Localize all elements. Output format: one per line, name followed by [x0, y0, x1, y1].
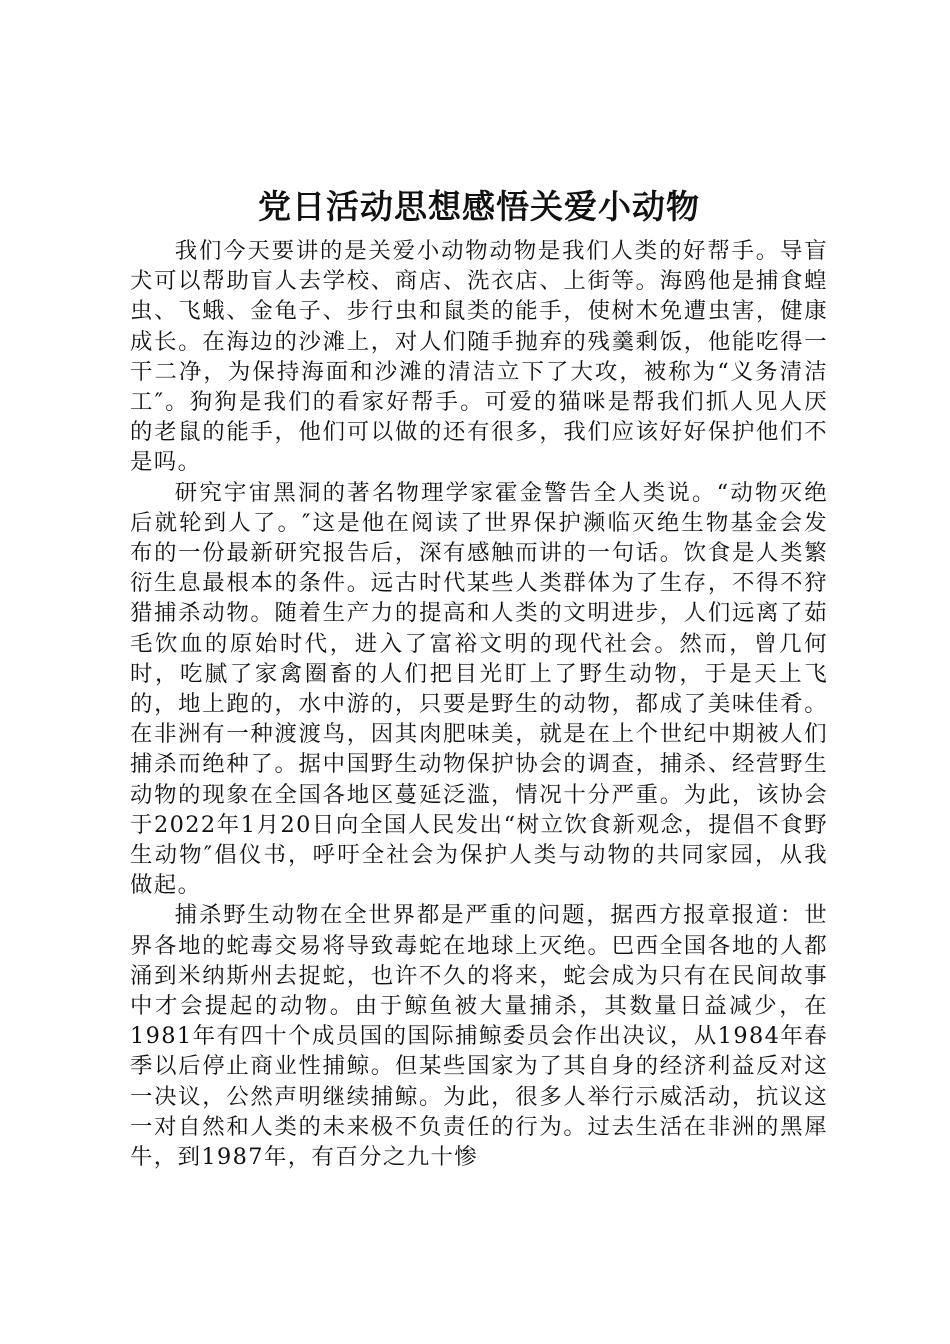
- document-title: 党日活动思想感悟关爱小动物: [258, 187, 700, 226]
- paragraph-1: 我们今天要讲的是关爱小动物动物是我们人类的好帮手。导盲犬可以帮助盲人去学校、商店、洗衣店、上街等。海鸥他是捕食蝗虫、飞蛾、金龟子、步行虫和鼠类的能手，使树木免遭虫害，健康成长。在海边的沙滩上，对人们随手抛弃的残羹剩饭，他能吃得一干二净，为保持海面和沙滩的清洁立下了大攻，被称为“义务清洁工″。狗狗是我们的看家好帮手。可爱的猫咪是帮我们抓人见人厌的老鼠的能手，他们可以做的还有很多，我们应该好好保护他们不是吗。: [130, 238, 828, 476]
- paragraph-2: 研究宇宙黑洞的著名物理学家霍金警告全人类说。“动物灭绝后就轮到人了。″这是他在阅读了世界保护濒临灭绝生物基金会发布的一份最新研究报告后，深有感触而讲的一句话。饮食是人类繁衍生息最根本的条件。远古时代某些人类群体为了生存，不得不狩猎捕杀动物。随着生产力的提高和人类的文明进步，人们远离了茹毛饮血的原始时代，进入了富裕文明的现代社会。然而，曾几何时，吃腻了家禽圈畜的人们把目光盯上了野生动物，于是天上飞的，地上跑的，水中游的，只要是野生的动物，都成了美味佳肴。在非洲有一种渡渡鸟，因其肉肥味美，就是在上个世纪中期被人们捕杀而绝种了。据中国野生动物保护协会的调查，捕杀、经营野生动物的现象在全国各地区蔓延泛滥，情况十分严重。为此，该协会于2022年1月20日向全国人民发出“树立饮食新观念，提倡不食野生动物″倡仪书，呼吁全社会为保护人类与动物的共同家园，从我做起。: [130, 479, 828, 899]
- document-body: [130, 236, 828, 1172]
- paragraph-3: 捕杀野生动物在全世界都是严重的问题，据西方报章报道：世界各地的蛇毒交易将导致毒蛇在地球上灭绝。巴西全国各地的人都涌到米纳斯州去捉蛇，也许不久的将来，蛇会成为只有在民间故事中才会提起的动物。由于鲸鱼被大量捕杀，其数量日益减少，在1981年有四十个成员国的国际捕鲸委员会作出决议，从1984年春季以后停止商业性捕鲸。但某些国家为了其自身的经济利益反对这一决议，公然声明继续捕鲸。为此，很多人举行示威活动，抗议这一对自然和人类的未来极不负责任的行为。过去生活在非洲的黑犀牛，到1987年，有百分之九十惨: [130, 902, 828, 1171]
